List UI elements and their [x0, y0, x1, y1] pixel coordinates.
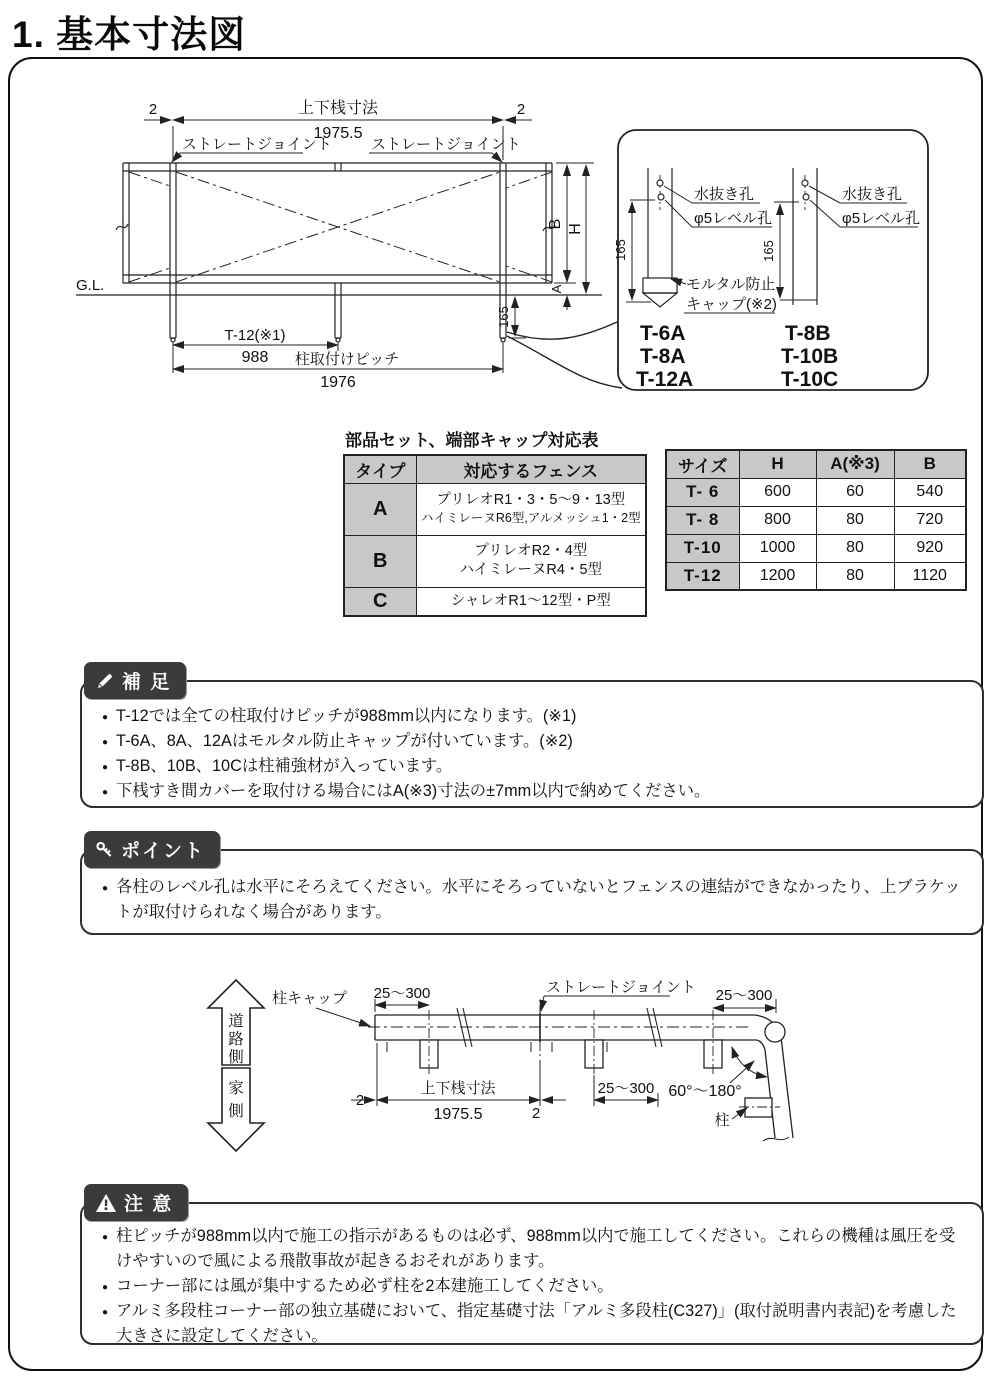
plan-dim-2-right: 2 — [531, 1105, 541, 1122]
dim-988: 988 — [241, 349, 269, 366]
level-hole-label-left: φ5レベル孔 — [694, 210, 773, 227]
note-item — [102, 1224, 964, 1274]
mortar-cap-label-1: モルタル防止 — [686, 276, 776, 293]
parts-table-header-row — [344, 455, 646, 483]
size-table-section — [665, 449, 967, 591]
dim-b-label: B — [547, 218, 564, 230]
fences-b — [416, 535, 646, 587]
size-row-t6 — [666, 478, 966, 506]
note-item-text: ● 各柱のレベル孔は水平にそろえてください。水平にそろっていないとフェンスの連結ができなかったり、上ブラケットが取付けられなく場合があります。 — [116, 878, 961, 921]
fence-panel-drawing — [76, 163, 602, 342]
plan-dim-bottom-label: 上下桟寸法 — [420, 1080, 496, 1097]
parts-header-fence: 対応するフェンス — [416, 455, 646, 483]
size-header-size: サイズ — [666, 450, 739, 478]
note-item — [102, 754, 962, 779]
note-item — [102, 779, 962, 804]
dim-2-right: 2 — [516, 101, 526, 118]
model-t10b: T-10B — [781, 345, 839, 368]
road-char-1: 道 — [228, 1013, 244, 1030]
joint-label-left: ストレートジョイント — [182, 136, 332, 153]
size-table — [665, 449, 967, 591]
size-header-b: B — [894, 450, 966, 478]
type-c: C — [344, 587, 416, 616]
note-item — [102, 1274, 964, 1299]
dim-165-label: 165 — [496, 306, 511, 328]
parts-row-c — [344, 587, 646, 616]
joint-label-right: ストレートジョイント — [371, 136, 521, 153]
post-detail-box — [613, 130, 928, 391]
size-table-header-row — [666, 450, 966, 478]
model-t8b: T-8B — [785, 322, 831, 345]
size-t12: T-12 — [666, 562, 739, 590]
gl-label: G.L. — [76, 277, 105, 294]
fence-a-line2: ハイミレーヌR6型,アルメッシュ1・2型 — [420, 511, 641, 525]
road-side-arrow — [208, 980, 264, 1066]
note-item — [102, 704, 962, 729]
road-char-2: 路 — [228, 1031, 244, 1048]
plan-dim-bottom-value: 1975.5 — [433, 1106, 483, 1123]
t8-h: 800 — [739, 506, 816, 534]
t6-a: 60 — [816, 478, 894, 506]
chui-box — [80, 1202, 984, 1345]
note-item-text: ● T-8B、10B、10Cは柱補強材が入っています。 — [116, 757, 453, 775]
dim-a-label: A — [549, 284, 564, 294]
dim-t12-note: T-12(※1) — [224, 327, 286, 344]
point-badge-label: ポイント — [121, 841, 206, 862]
type-a: A — [344, 483, 416, 535]
fence-b-line2: ハイミレーヌR4・5型 — [459, 562, 603, 578]
t6-b: 540 — [894, 478, 966, 506]
size-row-t8 — [666, 506, 966, 534]
dim-25-300-bottom: 25〜300 — [597, 1080, 655, 1097]
type-b: B — [344, 535, 416, 587]
hosoku-box — [80, 680, 984, 808]
parts-table — [343, 454, 647, 617]
mortar-cap-label-2: キャップ(※2) — [686, 296, 777, 313]
note-item — [102, 1299, 964, 1349]
dim-165-right: 165 — [761, 240, 776, 262]
dimension-lines — [144, 120, 622, 388]
t8-b: 720 — [894, 506, 966, 534]
key-icon — [95, 840, 114, 859]
t10-h: 1000 — [739, 534, 816, 562]
note-item — [102, 729, 962, 754]
pitch-label: 柱取付けピッチ — [294, 351, 400, 368]
chui-badge — [84, 1184, 188, 1221]
fence-a-line1: プリレオR1・3・5〜9・13型 — [436, 492, 626, 508]
t10-b: 920 — [894, 534, 966, 562]
size-row-t10 — [666, 534, 966, 562]
house-char-2: 側 — [228, 1103, 244, 1120]
angle-label: 60°〜180° — [668, 1083, 742, 1100]
dim-2-left: 2 — [148, 101, 158, 118]
parts-table-section — [343, 426, 647, 617]
drain-hole-label-right: 水抜き孔 — [842, 186, 903, 203]
size-header-a: A(※3) — [816, 450, 894, 478]
hosoku-list — [102, 704, 962, 804]
page-title: 1. 基本寸法図 — [12, 14, 247, 55]
size-t8: T- 8 — [666, 506, 739, 534]
post-cap-label: 柱キャップ — [272, 990, 348, 1007]
note-item-text: ● T-12では全ての柱取付けピッチが988mm以内になります。(※1) — [116, 707, 577, 725]
dim-165-left: 165 — [613, 239, 628, 261]
dim-h-label: H — [567, 223, 584, 235]
parts-table-title: 部品セット、端部キャップ対応表 — [345, 431, 599, 450]
plan-view-diagram — [10, 955, 990, 1180]
note-item-text: ● 柱ピッチが988mm以内で施工の指示があるものは必ず、988mm以内で施工してください。これらの機種は風圧を受けやすいので風による飛散事故が起きるおそれがあります。 — [116, 1227, 956, 1270]
dim-25-300-right: 25〜300 — [715, 987, 773, 1004]
dim-1976: 1976 — [320, 374, 356, 391]
fences-a — [416, 483, 646, 535]
point-badge — [84, 831, 220, 868]
t10-a: 80 — [816, 534, 894, 562]
fence-b-line1: プリレオR2・4型 — [474, 543, 588, 559]
note-item-text: ● 下桟すき間カバーを取付ける場合にはA(※3)寸法の±7mm以内で納めてください。 — [116, 782, 711, 800]
t12-b: 1120 — [894, 562, 966, 590]
dim-top-label: 上下桟寸法 — [297, 100, 379, 117]
size-row-t12 — [666, 562, 966, 590]
pencil-icon — [95, 671, 115, 691]
note-item-text: ● コーナー部には風が集中するため必ず柱を2本建施工してください。 — [116, 1277, 614, 1295]
note-item-text: ● T-6A、8A、12Aはモルタル防止キャップが付いています。(※2) — [116, 732, 573, 750]
level-hole-label-right: φ5レベル孔 — [842, 210, 921, 227]
model-t6a: T-6A — [640, 322, 686, 345]
main-dimension-diagram — [10, 90, 990, 435]
house-char-1: 家 — [228, 1080, 244, 1097]
t12-a: 80 — [816, 562, 894, 590]
parts-header-type: タイプ — [344, 455, 416, 483]
model-t12a: T-12A — [636, 368, 694, 391]
post-label: 柱 — [714, 1112, 730, 1129]
plan-joint-label: ストレートジョイント — [546, 979, 696, 996]
road-char-3: 側 — [228, 1049, 244, 1066]
model-t10c: T-10C — [781, 368, 839, 391]
plan-dim-2-left: 2 — [355, 1092, 365, 1109]
parts-row-b — [344, 535, 646, 587]
t6-h: 600 — [739, 478, 816, 506]
size-t10: T-10 — [666, 534, 739, 562]
dim-25-300-left: 25〜300 — [373, 985, 431, 1002]
parts-row-a — [344, 483, 646, 535]
t8-a: 80 — [816, 506, 894, 534]
model-t8a: T-8A — [640, 345, 686, 368]
dim-top-value: 1975.5 — [313, 125, 363, 142]
house-side-arrow — [208, 1068, 264, 1151]
note-item — [102, 875, 962, 925]
point-list — [102, 875, 962, 925]
chui-badge-label: 注 意 — [124, 1194, 174, 1215]
warning-icon — [95, 1193, 117, 1213]
panel-crossbrace-lines — [129, 172, 552, 282]
size-t6: T- 6 — [666, 478, 739, 506]
hosoku-badge-label: 補 足 — [122, 672, 172, 693]
fence-c-line1: シャレオR1〜12型・P型 — [416, 587, 646, 616]
size-header-h: H — [739, 450, 816, 478]
hosoku-badge — [84, 662, 186, 699]
chui-list — [102, 1224, 964, 1349]
t12-h: 1200 — [739, 562, 816, 590]
drain-hole-label-left: 水抜き孔 — [694, 186, 755, 203]
note-item-text: ● アルミ多段柱コーナー部の独立基礎において、指定基礎寸法「アルミ多段柱(C327)」(取付説明書内表記)を考慮した大きさに設定してください。 — [116, 1302, 957, 1345]
